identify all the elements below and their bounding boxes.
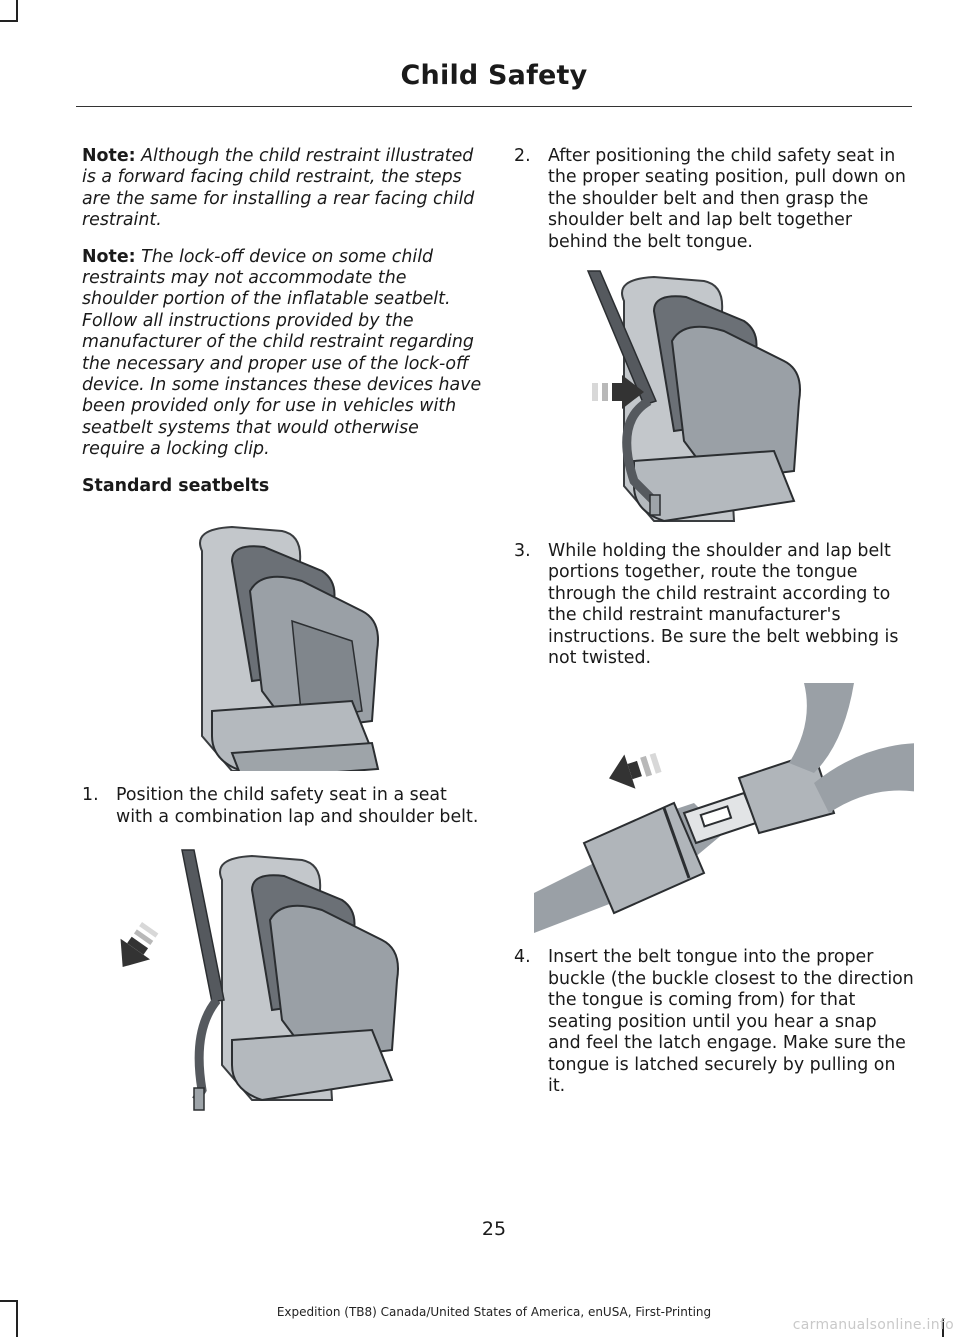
note-1 (82, 146, 482, 232)
note-2 (82, 247, 482, 461)
watermark: carmanualsonline.info (792, 1317, 954, 1333)
note-text: Although the child restraint illustrated is a forward facing child restraint, the steps are the same for installing a rear facing child restraint. (82, 146, 475, 231)
step-number: 4. (514, 947, 531, 968)
step-text: After positioning the child safety seat in the proper seating position, pull down on the shoulder belt and then grasp the shoulder belt and lap belt together behind the belt tongue. (548, 146, 906, 252)
left-column (82, 146, 482, 1126)
step-text: Insert the belt tongue into the proper buckle (the buckle closest to the direction the tongue is coming from) for that seating position until you hear a snap and feel the latch engage. Make sure the tongue is latched securely by pulling on it. (548, 947, 914, 1096)
page-title: Child Safety (400, 60, 588, 91)
footer-text: Expedition (TB8) Canada/United States of America, enUSA, First-Printing (276, 1305, 712, 1319)
step-number: 3. (514, 541, 531, 562)
crop-mark (16, 0, 18, 22)
section-heading: Standard seatbelts (82, 475, 270, 496)
seatbelt-buckle-illustration (514, 683, 914, 933)
crop-mark (0, 20, 18, 22)
header-divider (76, 106, 912, 107)
step-text: Position the child safety seat in a seat with a combination lap and shoulder belt. (116, 785, 479, 827)
crop-mark (0, 1300, 18, 1302)
child-seat-illustration (82, 842, 482, 1112)
note-text: The lock-off device on some child restraints may not accommodate the shoulder portion of the inflatable seatbelt. Follow all instructions provided by the manufacturer of the child restraint regarding the necessary and proper use of the lock-off device. In some instances these devices have been provided only for use in vehicles with seatbelt systems that would otherwise require a locking clip. (82, 246, 482, 460)
step-2 (514, 146, 914, 253)
right-column (514, 146, 914, 1111)
step-1 (82, 785, 482, 828)
note-label: Note: (82, 146, 136, 166)
step-3 (514, 541, 914, 669)
step-number: 1. (82, 785, 99, 806)
arrow-icon (108, 917, 165, 977)
arrow-icon (603, 746, 664, 796)
note-label: Note: (82, 246, 136, 267)
step-number: 2. (514, 146, 531, 166)
child-seat-illustration (514, 267, 914, 527)
page-number: 25 (481, 1218, 507, 1240)
child-seat-illustration (82, 511, 482, 771)
step-4 (514, 947, 914, 1097)
step-text: While holding the shoulder and lap belt portions together, route the tongue through the child restraint according to the child restraint manufacturer's instructions. Be sure the belt webbing is not twisted. (548, 541, 899, 669)
